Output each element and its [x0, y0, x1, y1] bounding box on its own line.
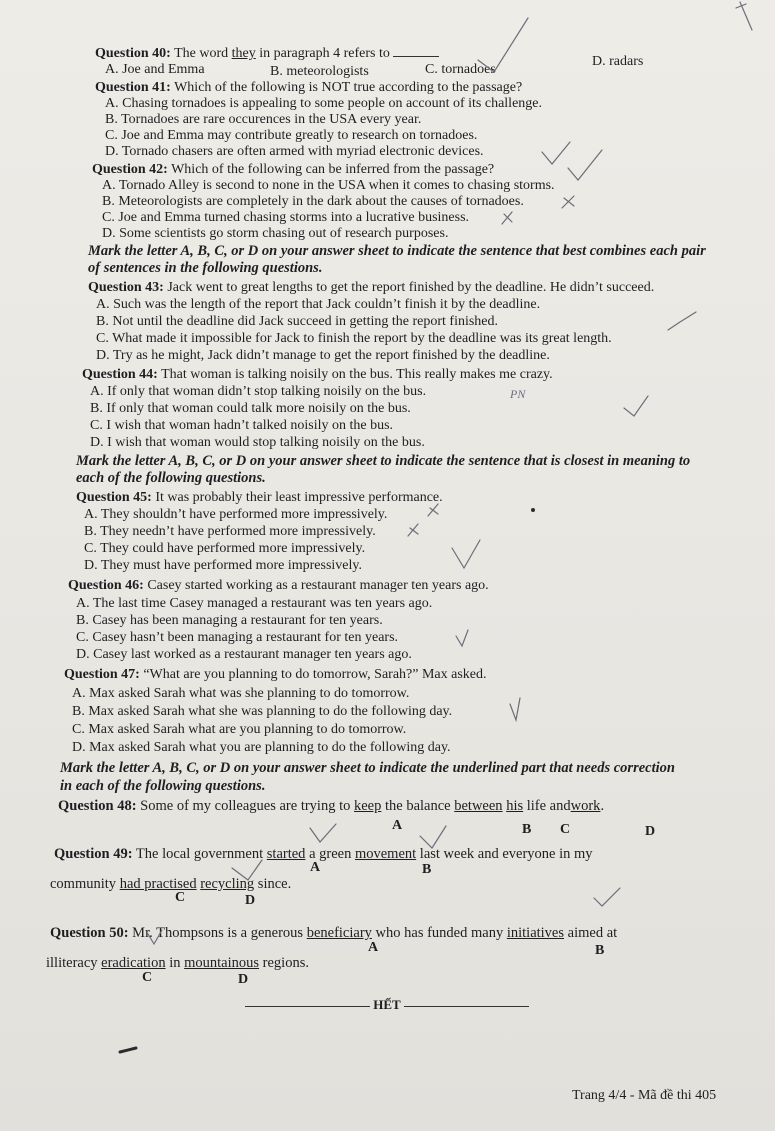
- pencil-corner-mark: [736, 2, 752, 30]
- q49-letter-d: D: [245, 893, 256, 908]
- q44-option-a: A. If only that woman didn’t stop talking noisily on the bus.: [90, 384, 427, 399]
- q48-sentence: Question 48: Some of my colleagues are trying to keep the balance between his life andwork.: [58, 798, 605, 814]
- q41-option-b: B. Tornadoes are rare occurences in the USA every year.: [105, 112, 422, 127]
- q45-option-c: C. They could have performed more impressively.: [84, 541, 366, 556]
- q45-option-d: D. They must have performed more impressively.: [84, 558, 362, 573]
- q48-letter-c: C: [560, 822, 571, 837]
- q50-sentence-line2: illiteracy eradication in mountainous regions.: [46, 955, 309, 971]
- q43-option-d: D. Try as he might, Jack didn’t manage to get the report finished by the deadline.: [96, 348, 550, 363]
- instruction-closest-line1: Mark the letter A, B, C, or D on your answer sheet to indicate the sentence that is closest in meaning to: [76, 453, 691, 469]
- q41-option-d: D. Tornado chasers are often armed with myriad electronic devices.: [105, 144, 484, 159]
- cross-mark-q42b: [562, 196, 574, 208]
- q44-option-c: C. I wish that woman hadn’t talked noisily on the bus.: [90, 418, 394, 433]
- q46-option-b: B. Casey has been managing a restaurant for ten years.: [76, 613, 383, 628]
- tick-q46: [456, 630, 468, 646]
- q44-option-b: B. If only that woman could talk more noisily on the bus.: [90, 401, 411, 416]
- q49-letter-b: B: [422, 862, 432, 877]
- tick-q50: [148, 930, 162, 944]
- q45-stem: Question 45: It was probably their least impressive performance.: [76, 490, 443, 505]
- instruction-combine-line1: Mark the letter A, B, C, or D on your answer sheet to indicate the sentence that best combines each pair: [88, 243, 706, 259]
- q50-letter-b: B: [595, 943, 605, 958]
- q41-option-c: C. Joe and Emma may contribute greatly to research on tornadoes.: [105, 128, 478, 143]
- tick-q43: [668, 312, 696, 330]
- q50-letter-d: D: [238, 972, 249, 987]
- q50-sentence-line1: Question 50: Mr. Thompsons is a generous beneficiary who has funded many initiatives aimed at: [50, 925, 618, 941]
- end-of-exam: HẾT: [245, 997, 529, 1013]
- q41-stem: Question 41: Which of the following is NOT true according to the passage?: [95, 80, 523, 95]
- check-mark-q45: [452, 540, 480, 568]
- check-mark-q42: [568, 150, 602, 180]
- page-footer: Trang 4/4 - Mã đề thi 405: [572, 1088, 717, 1103]
- q47-option-c: C. Max asked Sarah what are you planning to do tomorrow.: [72, 722, 407, 737]
- instruction-closest-line2: each of the following questions.: [76, 470, 266, 486]
- q47-option-a: A. Max asked Sarah what was she planning to do tomorrow.: [72, 686, 410, 701]
- q40-option-a: A. Joe and Emma: [105, 62, 205, 77]
- q47-option-d: D. Max asked Sarah what you are planning to do the following day.: [72, 740, 451, 755]
- q49-sentence-line2: community had practised recycling since.: [50, 876, 292, 892]
- check-mark-q48: [310, 824, 336, 842]
- q46-option-c: C. Casey hasn’t been managing a restaurant for ten years.: [76, 630, 399, 645]
- q42-option-c: C. Joe and Emma turned chasing storms into a lucrative business.: [102, 210, 470, 225]
- q43-option-b: B. Not until the deadline did Jack succeed in getting the report finished.: [96, 314, 499, 329]
- q48-letter-d: D: [645, 824, 656, 839]
- ink-dot: [531, 508, 535, 512]
- q40-stem: Question 40: The word they in paragraph 4 refers to: [95, 46, 439, 62]
- q49-sentence-line1: Question 49: The local government started a green movement last week and everyone in my: [54, 846, 593, 862]
- q42-option-d: D. Some scientists go storm chasing out of research purposes.: [102, 226, 449, 241]
- q42-stem: Question 42: Which of the following can be inferred from the passage?: [92, 162, 495, 177]
- q46-option-d: D. Casey last worked as a restaurant manager ten years ago.: [76, 647, 412, 662]
- q49-letter-c: C: [175, 890, 186, 905]
- pencil-note: PN: [510, 387, 526, 401]
- q46-option-a: A. The last time Casey managed a restaurant was ten years ago.: [76, 596, 433, 611]
- q50-letter-c: C: [142, 970, 153, 985]
- q50-letter-a: A: [368, 940, 379, 955]
- cross-mark-q45a: [428, 504, 438, 516]
- q48-letter-b: B: [522, 822, 532, 837]
- check-mark-q49c: [232, 860, 262, 880]
- q40-option-c: C. tornadoes: [425, 62, 496, 77]
- q47-option-b: B. Max asked Sarah what she was planning to do the following day.: [72, 704, 453, 719]
- tick-q50b: [594, 888, 620, 906]
- q43-stem: Question 43: Jack went to great lengths to get the report finished by the deadline. He didn’t succeed.: [88, 280, 655, 295]
- q46-stem: Question 46: Casey started working as a restaurant manager ten years ago.: [68, 578, 489, 593]
- instruction-correction-line2: in each of the following questions.: [60, 778, 266, 794]
- tick-q47: [510, 698, 520, 720]
- ink-smudge: [120, 1048, 136, 1052]
- q49-letter-a: A: [310, 860, 321, 875]
- check-mark-q41: [542, 142, 570, 164]
- q40-option-d: D. radars: [592, 54, 644, 69]
- q45-option-b: B. They needn’t have performed more impressively.: [84, 524, 376, 539]
- q44-stem: Question 44: That woman is talking noisily on the bus. This really makes me crazy.: [82, 367, 553, 382]
- check-mark-q44: [624, 396, 648, 416]
- q48-letter-a: A: [392, 818, 403, 833]
- check-mark-q40: [478, 18, 528, 72]
- instruction-correction-line1: Mark the letter A, B, C, or D on your answer sheet to indicate the underlined part that needs correction: [60, 760, 675, 776]
- q42-option-b: B. Meteorologists are completely in the dark about the causes of tornadoes.: [102, 194, 524, 209]
- q44-option-d: D. I wish that woman would stop talking noisily on the bus.: [90, 435, 425, 450]
- q43-option-c: C. What made it impossible for Jack to finish the report by the deadline was its great length.: [96, 331, 612, 346]
- cross-mark-q45b: [408, 524, 418, 536]
- q42-option-a: A. Tornado Alley is second to none in the USA when it comes to chasing storms.: [102, 178, 555, 193]
- q41-option-a: A. Chasing tornadoes is appealing to some people on account of its challenge.: [105, 96, 543, 111]
- q43-option-a: A. Such was the length of the report that Jack couldn’t finish it by the deadline.: [96, 297, 541, 312]
- cross-mark-q42c: [502, 212, 512, 224]
- q40-option-b: B. meteorologists: [270, 64, 369, 79]
- instruction-combine-line2: of sentences in the following questions.: [88, 260, 323, 276]
- q45-option-a: A. They shouldn’t have performed more impressively.: [84, 507, 388, 522]
- check-mark-q49: [420, 826, 446, 848]
- q47-stem: Question 47: “What are you planning to do tomorrow, Sarah?” Max asked.: [64, 667, 487, 682]
